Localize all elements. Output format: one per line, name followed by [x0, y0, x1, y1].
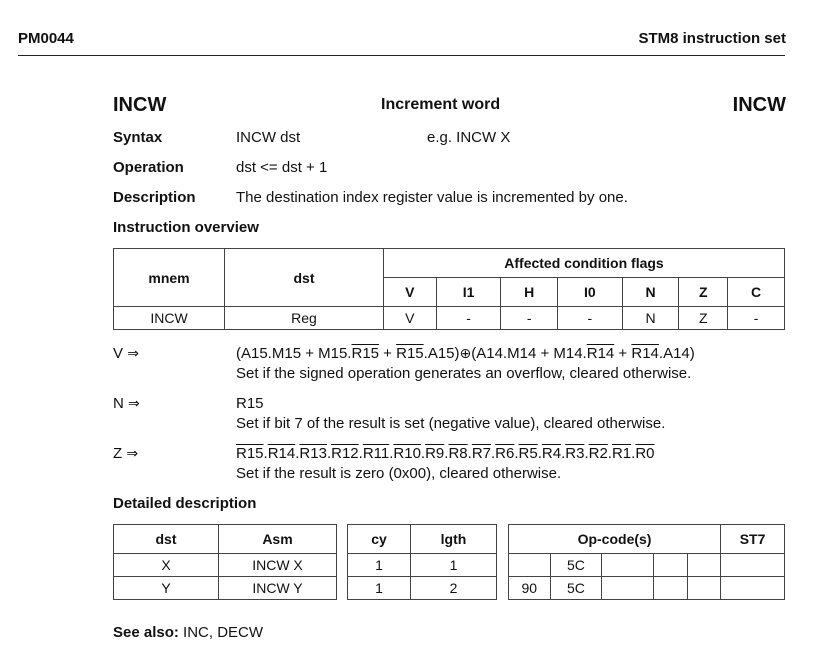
- table-row: [509, 577, 785, 600]
- v-flag-formula: (A15.M15 + M15.R15 + R15.A15)⊕(A14.M14 + M14.R14 + R14.A14): [236, 345, 695, 362]
- cell-flag: -: [501, 307, 558, 330]
- table-row: [509, 554, 785, 577]
- cell-flag: N: [622, 307, 679, 330]
- implies-icon: ⇒: [127, 346, 139, 362]
- implies-icon: ⇒: [128, 396, 140, 412]
- col-opcode: Op-code(s): [509, 525, 721, 554]
- description-value: The destination index register value is incremented by one.: [236, 189, 628, 206]
- cell-mnem: INCW: [114, 307, 225, 330]
- col-dst: dst: [114, 525, 219, 554]
- detailed-heading: Detailed description: [113, 495, 257, 512]
- n-flag-formula: R15: [236, 395, 264, 412]
- section-title: STM8 instruction set: [638, 30, 786, 47]
- cell-opcode: [654, 554, 687, 577]
- operation-label: Operation: [113, 159, 184, 176]
- implies-icon: ⇒: [126, 446, 139, 462]
- cell-opcode: [509, 554, 551, 577]
- v-flag-label: V ⇒: [113, 345, 139, 362]
- cell-flag: -: [558, 307, 623, 330]
- cell-st7: [721, 577, 785, 600]
- detail-table-asm: [113, 524, 337, 600]
- cell-flag: Z: [679, 307, 728, 330]
- cell-st7: [721, 554, 785, 577]
- cell-opcode: [687, 554, 720, 577]
- doc-id: PM0044: [18, 30, 74, 47]
- cell-opcode: 5C: [550, 554, 602, 577]
- cell-opcode: [687, 577, 720, 600]
- header-divider: [18, 55, 785, 56]
- see-also: [113, 624, 263, 641]
- v-flag-note: Set if the signed operation generates an overflow, cleared otherwise.: [236, 365, 692, 382]
- cell-lgth: 2: [411, 577, 497, 600]
- cell-lgth: 1: [411, 554, 497, 577]
- detail-table-opcode: [508, 524, 785, 600]
- flag-header: C: [728, 278, 785, 307]
- flag-header: H: [501, 278, 558, 307]
- cell-asm: INCW X: [219, 554, 337, 577]
- flag-header: I1: [436, 278, 501, 307]
- see-also-links[interactable]: INC, DECW: [183, 624, 264, 641]
- flag-header: N: [622, 278, 679, 307]
- cell-dst: Y: [114, 577, 219, 600]
- flag-header: V: [384, 278, 437, 307]
- n-flag-note: Set if bit 7 of the result is set (negative value), cleared otherwise.: [236, 415, 666, 432]
- cell-opcode: [602, 554, 654, 577]
- col-st7: ST7: [721, 525, 785, 554]
- operation-value: dst <= dst + 1: [236, 159, 328, 176]
- cell-opcode: [602, 577, 654, 600]
- table-row: [114, 577, 337, 600]
- cell-opcode: [654, 577, 687, 600]
- overview-table: [113, 248, 785, 330]
- overview-heading: Instruction overview: [113, 219, 259, 236]
- cell-opcode: 90: [509, 577, 551, 600]
- table-row: [348, 554, 497, 577]
- n-flag-label: N ⇒: [113, 395, 140, 412]
- z-flag-formula: R15.R14.R13.R12.R11.R10.R9.R8.R7.R6.R5.R4.R3.R2.R1.R0: [236, 445, 655, 462]
- table-row: [114, 554, 337, 577]
- cell-flag: -: [728, 307, 785, 330]
- cell-cy: 1: [348, 577, 411, 600]
- see-also-label: See also:: [113, 624, 179, 641]
- syntax-value: INCW dst: [236, 129, 301, 146]
- cell-dst: X: [114, 554, 219, 577]
- instruction-title: Increment word: [381, 96, 501, 113]
- col-flags: Affected condition flags: [384, 249, 785, 278]
- col-mnem: mnem: [114, 249, 225, 307]
- syntax-label: Syntax: [113, 129, 163, 146]
- cell-dst: Reg: [225, 307, 384, 330]
- flag-header: I0: [558, 278, 623, 307]
- col-asm: Asm: [219, 525, 337, 554]
- mnemonic-left: INCW: [113, 94, 167, 116]
- col-cy: cy: [348, 525, 411, 554]
- mnemonic-right: INCW: [732, 94, 786, 116]
- description-label: Description: [113, 189, 196, 206]
- table-row: [348, 577, 497, 600]
- flag-header: Z: [679, 278, 728, 307]
- cell-flag: V: [384, 307, 437, 330]
- syntax-example: e.g. INCW X: [427, 129, 511, 146]
- cell-asm: INCW Y: [219, 577, 337, 600]
- table-row: [114, 307, 785, 330]
- cell-opcode: 5C: [550, 577, 602, 600]
- z-flag-label: Z ⇒: [113, 445, 139, 462]
- col-lgth: lgth: [411, 525, 497, 554]
- cell-flag: -: [436, 307, 501, 330]
- cell-cy: 1: [348, 554, 411, 577]
- z-flag-note: Set if the result is zero (0x00), cleared otherwise.: [236, 465, 562, 482]
- col-dst: dst: [225, 249, 384, 307]
- detail-table-cycles: [347, 524, 497, 600]
